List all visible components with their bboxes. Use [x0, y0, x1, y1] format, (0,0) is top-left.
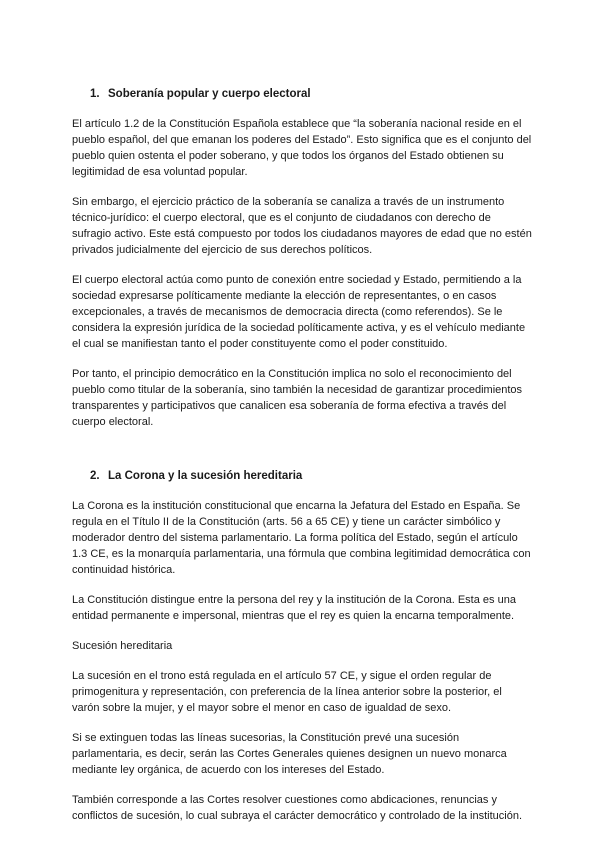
- section-2-title: La Corona y la sucesión hereditaria: [108, 470, 303, 482]
- section-2-paragraph: La Corona es la institución constitucional que encarna la Jefatura del Estado en España. Se regula en el Título II de la Constitución (arts. 56 a 65 CE) y tiene un carácter simbólico y moderador dentro del sistema parlamentario. La forma política del Estado, según el artículo 1.3 CE, es la monarquía parlamentaria, una fórmula que combina legitimidad democrática con continuidad histórica.: [72, 500, 531, 576]
- section-2-paragraph: También corresponde a las Cortes resolver cuestiones como abdicaciones, renuncias y conflictos de sucesión, lo cual subraya el carácter democrático y controlado de la institución.: [72, 794, 523, 822]
- section-2-number: 2.: [90, 470, 100, 482]
- section-2-paragraph: Si se extinguen todas las líneas sucesorias, la Constitución prevé una sucesión parlamentaria, es decir, serán las Cortes Generales quienes designen un nuevo monarca mediante ley orgánica, de acuerdo con los intereses del Estado.: [72, 732, 507, 776]
- document-page: [72, 86, 532, 824]
- section-1-paragraph: El artículo 1.2 de la Constitución Española establece que “la soberanía nacional reside en el pueblo español, del que emanan los poderes del Estado”. Esto significa que es el conjunto del pueblo quien ostenta el poder soberano, y que todos los órganos del Estado obtienen su legitimidad de esa voluntad popular.: [72, 118, 532, 178]
- section-2-paragraph: La sucesión en el trono está regulada en el artículo 57 CE, y sigue el orden regular de primogenitura y representación, con preferencia de la línea anterior sobre la posterior, el varón sobre la mujer, y el mayor sobre el menor en caso de igualdad de sexo.: [72, 670, 502, 714]
- succession-subheading: Sucesión hereditaria: [72, 640, 173, 652]
- section-1-number: 1.: [90, 88, 100, 100]
- section-1-paragraph: El cuerpo electoral actúa como punto de conexión entre sociedad y Estado, permitiendo a la sociedad expresarse políticamente mediante la elección de representantes, o en casos excepcionales, a través de mecanismos de democracia directa (como referendos). Se le considera la expresión jurídica de la sociedad políticamente activa, y es el vehículo mediante el cual se manifiestan tanto el poder constituyente como el poder constituido.: [72, 274, 526, 350]
- section-2-paragraph: La Constitución distingue entre la persona del rey y la institución de la Corona. Esta es una entidad permanente e impersonal, mientras que el rey es quien la encarna temporalmente.: [72, 594, 516, 622]
- section-1-paragraph: Por tanto, el principio democrático en la Constitución implica no solo el reconocimiento del pueblo como titular de la soberanía, sino también la necesidad de garantizar procedimientos transparentes y participativos que canalicen esa soberanía de forma efectiva a través del cuerpo electoral.: [72, 368, 523, 428]
- section-1-title: Soberanía popular y cuerpo electoral: [108, 88, 311, 100]
- section-2-heading: [72, 468, 532, 484]
- section-1-heading: [72, 86, 532, 102]
- section-1-paragraph: Sin embargo, el ejercicio práctico de la soberanía se canaliza a través de un instrumento técnico-jurídico: el cuerpo electoral, que es el conjunto de ciudadanos con derecho de sufragio activo. Este está compuesto por todos los ciudadanos mayores de edad que no estén privados judicialmente del ejercicio de sus derechos políticos.: [72, 196, 532, 256]
